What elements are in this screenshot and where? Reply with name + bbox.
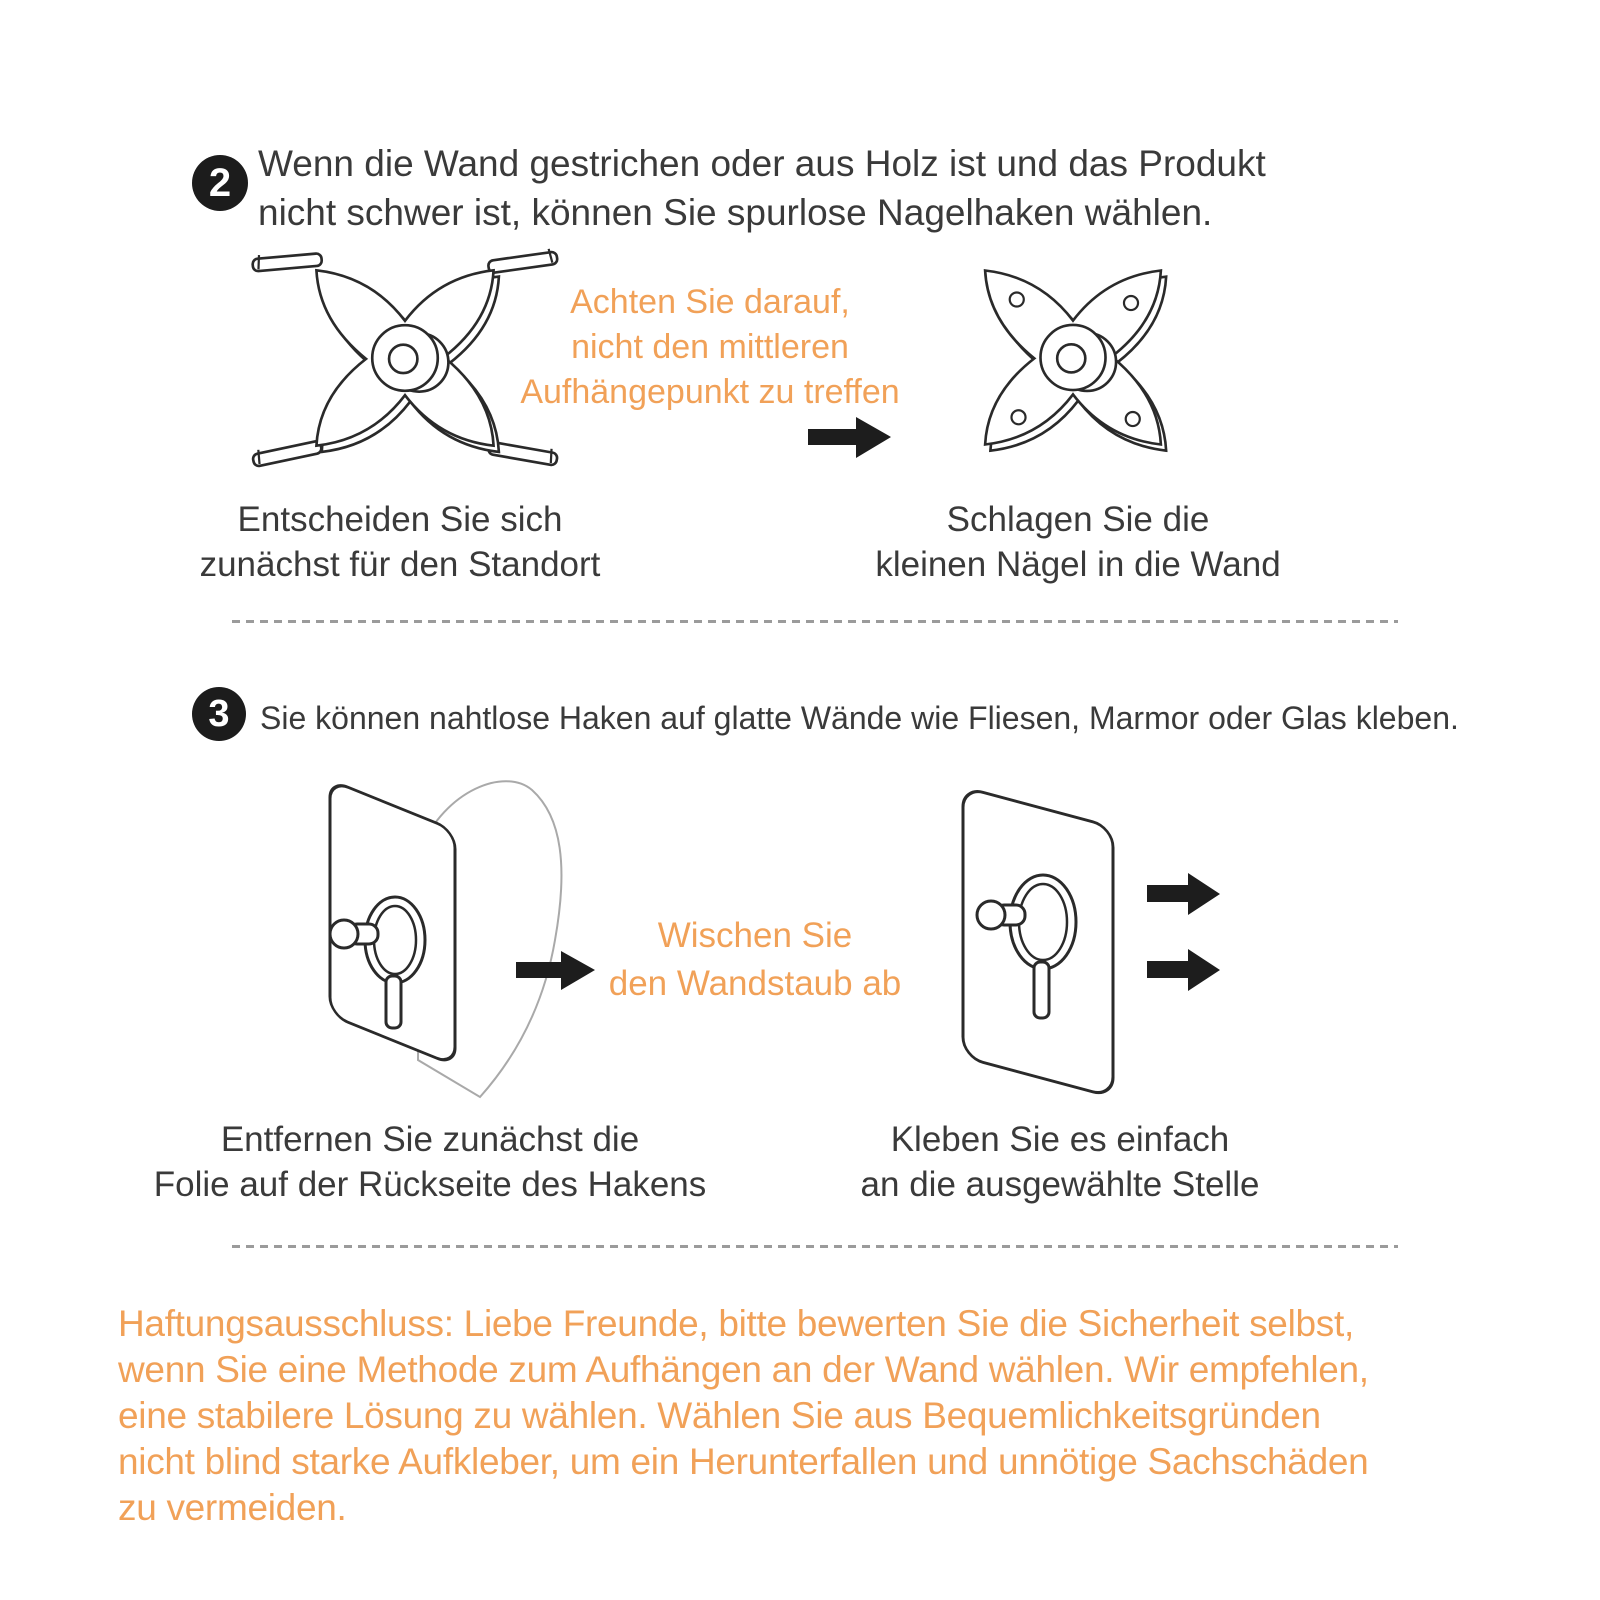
disclaimer-line-4: nicht blind starke Aufkleber, um ein Herunterfallen und unnötige Sachschäden <box>118 1441 1369 1482</box>
right-arrow-icon <box>808 416 892 459</box>
caption-line: Entfernen Sie zunächst die <box>220 1120 640 1159</box>
step-3-caption-right <box>830 1117 1290 1207</box>
caption-line: Schlagen Sie die <box>946 500 1210 539</box>
step-3-heading-line-1: Sie können nahtlose Haken auf glatte Wände wie Fliesen, Marmor oder Glas kleben. <box>260 700 1459 736</box>
step-3-number: 3 <box>208 692 230 735</box>
nail-top-left-icon <box>252 253 322 271</box>
caption-line: Folie auf der Rückseite des Hakens <box>153 1165 707 1204</box>
hook-stem <box>386 976 401 1028</box>
disclaimer-line-1: Haftungsausschluss: Liebe Freunde, bitte bewerten Sie die Sicherheit selbst, <box>118 1303 1354 1344</box>
hook-peel-film-illustration <box>300 755 600 1100</box>
hook-stem <box>1034 962 1049 1018</box>
disclaimer-line-2: wenn Sie eine Methode zum Aufhängen an der Wand wählen. Wir empfehlen, <box>118 1349 1369 1390</box>
step-2-caption-right <box>848 497 1308 587</box>
nail-bottom-left-icon <box>252 440 322 466</box>
caption-line: Entscheiden Sie sich <box>237 500 563 539</box>
dashed-divider <box>232 620 1398 623</box>
step-2-heading-line-2: nicht schwer ist, können Sie spurlose Nagelhaken wählen. <box>258 192 1213 233</box>
boss-hole <box>389 345 417 373</box>
caption-line: Kleben Sie es einfach <box>890 1120 1230 1159</box>
step-2-caption-left <box>170 497 630 587</box>
right-arrow-icon <box>516 950 596 991</box>
step-2-note <box>495 280 925 415</box>
nail-top-right-icon <box>488 249 558 274</box>
hook-on-wall-illustration <box>955 775 1130 1105</box>
caption-line: kleinen Nägel in die Wand <box>875 545 1281 584</box>
right-arrow-icon <box>1147 948 1221 992</box>
step-2-note-line-2: nicht den mittleren <box>571 328 849 366</box>
caption-line: an die ausgewählte Stelle <box>860 1165 1260 1204</box>
boss-hole <box>1057 344 1085 372</box>
step-2-note-line-1: Achten Sie darauf, <box>570 283 850 321</box>
right-arrow-icon <box>1147 872 1221 916</box>
step-3-badge <box>192 687 246 741</box>
disclaimer-line-3: eine stabilere Lösung zu wählen. Wählen Sie aus Bequemlichkeitsgründen <box>118 1395 1321 1436</box>
disclaimer-line-5: zu vermeiden. <box>118 1487 347 1528</box>
step-3-note <box>595 912 915 1008</box>
step-3-caption-left <box>110 1117 750 1207</box>
nail-plate-nailed-illustration <box>928 243 1218 472</box>
hook-knob <box>977 901 1005 929</box>
step-3-note-line-1: Wischen Sie <box>657 916 853 955</box>
step-2-heading <box>258 139 1266 237</box>
step-2-number: 2 <box>208 160 232 205</box>
hook-knob <box>330 920 358 948</box>
step-2-heading-line-1: Wenn die Wand gestrichen oder aus Holz ist und das Produkt <box>258 143 1266 184</box>
step-3-note-line-2: den Wandstaub ab <box>608 964 902 1003</box>
disclaimer-text <box>118 1301 1578 1531</box>
step-2-note-line-3: Aufhängepunkt zu treffen <box>520 373 900 411</box>
step-2-badge <box>192 155 248 211</box>
step-3-heading <box>260 698 1459 738</box>
caption-line: zunächst für den Standort <box>199 545 601 584</box>
dashed-divider <box>232 1245 1398 1248</box>
